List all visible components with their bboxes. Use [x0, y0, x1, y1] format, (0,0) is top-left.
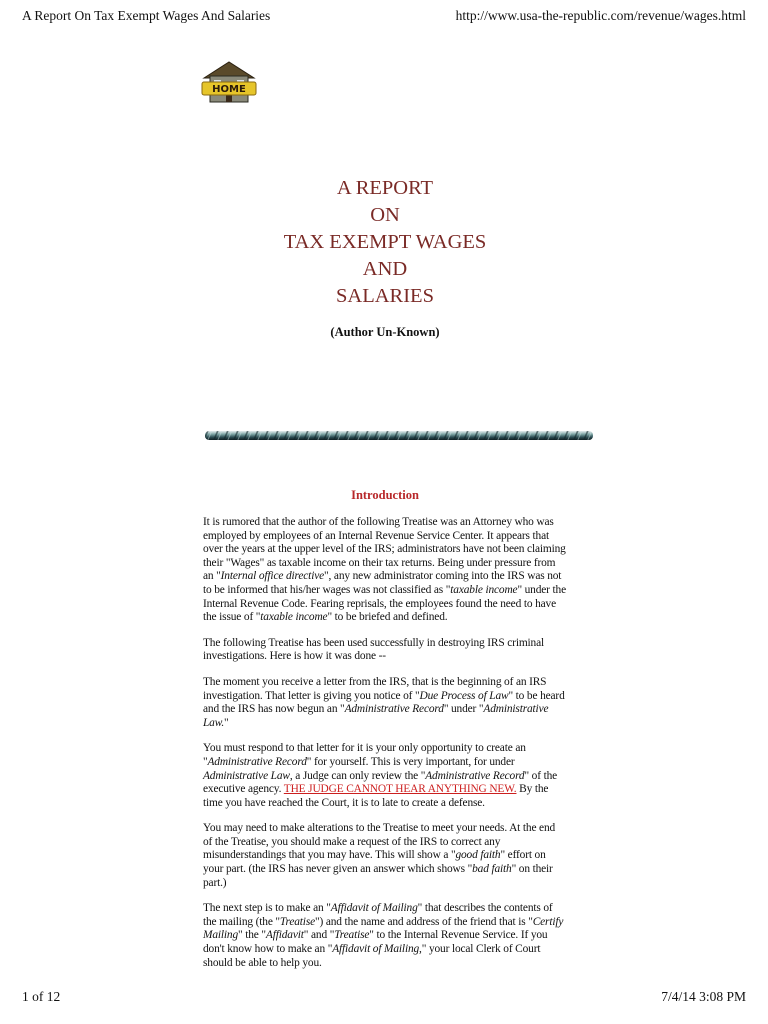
paragraph: You must respond to that letter for it is your only opportunity to create an "Administrative Record" for yourself. This is very important, for under Administrative Law, a Judge can only review the "Administrative Record" of the executive agency. THE JUDGE CANNOT HEAR ANYTHING NEW. By the time you have reached the Court, it is to late to create a defense.	[203, 742, 558, 809]
home-icon[interactable]	[200, 60, 258, 106]
judge-notice-link[interactable]: THE JUDGE CANNOT HEAR ANYTHING NEW.	[283, 783, 517, 796]
paragraph: The next step is to make an "Affidavit of Mailing" that describes the contents of the mailing (the "Treatise") and the name and address of the friend that is "Certify Mailing" the "Affidavit" and "Treatise" to the Internal Revenue Service. If you don't know how to make an "Affidavit of Mailing," your local Clerk of Court should be able to help you.	[203, 902, 564, 969]
document-title: A Report On Tax Exempt Wages And Salaries	[22, 8, 271, 23]
title-line: SALARIES	[336, 285, 434, 307]
title-line: A REPORT	[336, 177, 434, 199]
article-body	[203, 516, 566, 982]
title-line: AND	[362, 258, 408, 280]
paragraph: It is rumored that the author of the following Treatise was an Attorney who was employed by employees of an Internal Revenue Service Center. It appears that over the years at the upper level of the IRS; administrators have not been claiming their "Wages" as taxable income on their tax returns. Being under pressure from an "Internal office directive", any new administrator coming into the IRS was not to be informed that his/her wages was not classified as "taxable income" under the Internal Revenue Code. Fearing reprisals, the employees found the need to have the issue of "taxable income" to be briefed and defined.	[203, 516, 566, 624]
paragraph: The following Treatise has been used successfully in destroying IRS criminal investigations. Here is how it was done --	[203, 636, 545, 663]
paragraph: The moment you receive a letter from the IRS, that is the beginning of an IRS investigation. That letter is giving you notice of "Due Process of Law" to be heard and the IRS has now begun an "Administrative Record" under "Administrative Law."	[203, 675, 565, 729]
report-title	[200, 175, 570, 310]
print-datetime: 7/4/14 3:08 PM	[661, 989, 746, 1004]
title-line: ON	[370, 204, 400, 226]
page-url: http://www.usa-the-republic.com/revenue/wages.html	[455, 8, 746, 23]
page-count: 1 of 12	[22, 989, 61, 1004]
introduction-heading: Introduction	[351, 488, 419, 502]
home-icon-label: HOME	[212, 84, 246, 95]
decorative-divider	[203, 428, 595, 442]
paragraph: You may need to make alterations to the Treatise to meet your needs. At the end of the Treatise, you should make a request of the IRS to correct any misunderstandings that you may have. This will show a "good faith" effort on your part. (the IRS has never given an answer which shows "bad faith" on their part.)	[203, 822, 556, 889]
author-line: (Author Un-Known)	[330, 325, 440, 339]
title-line: TAX EXEMPT WAGES	[283, 231, 487, 253]
